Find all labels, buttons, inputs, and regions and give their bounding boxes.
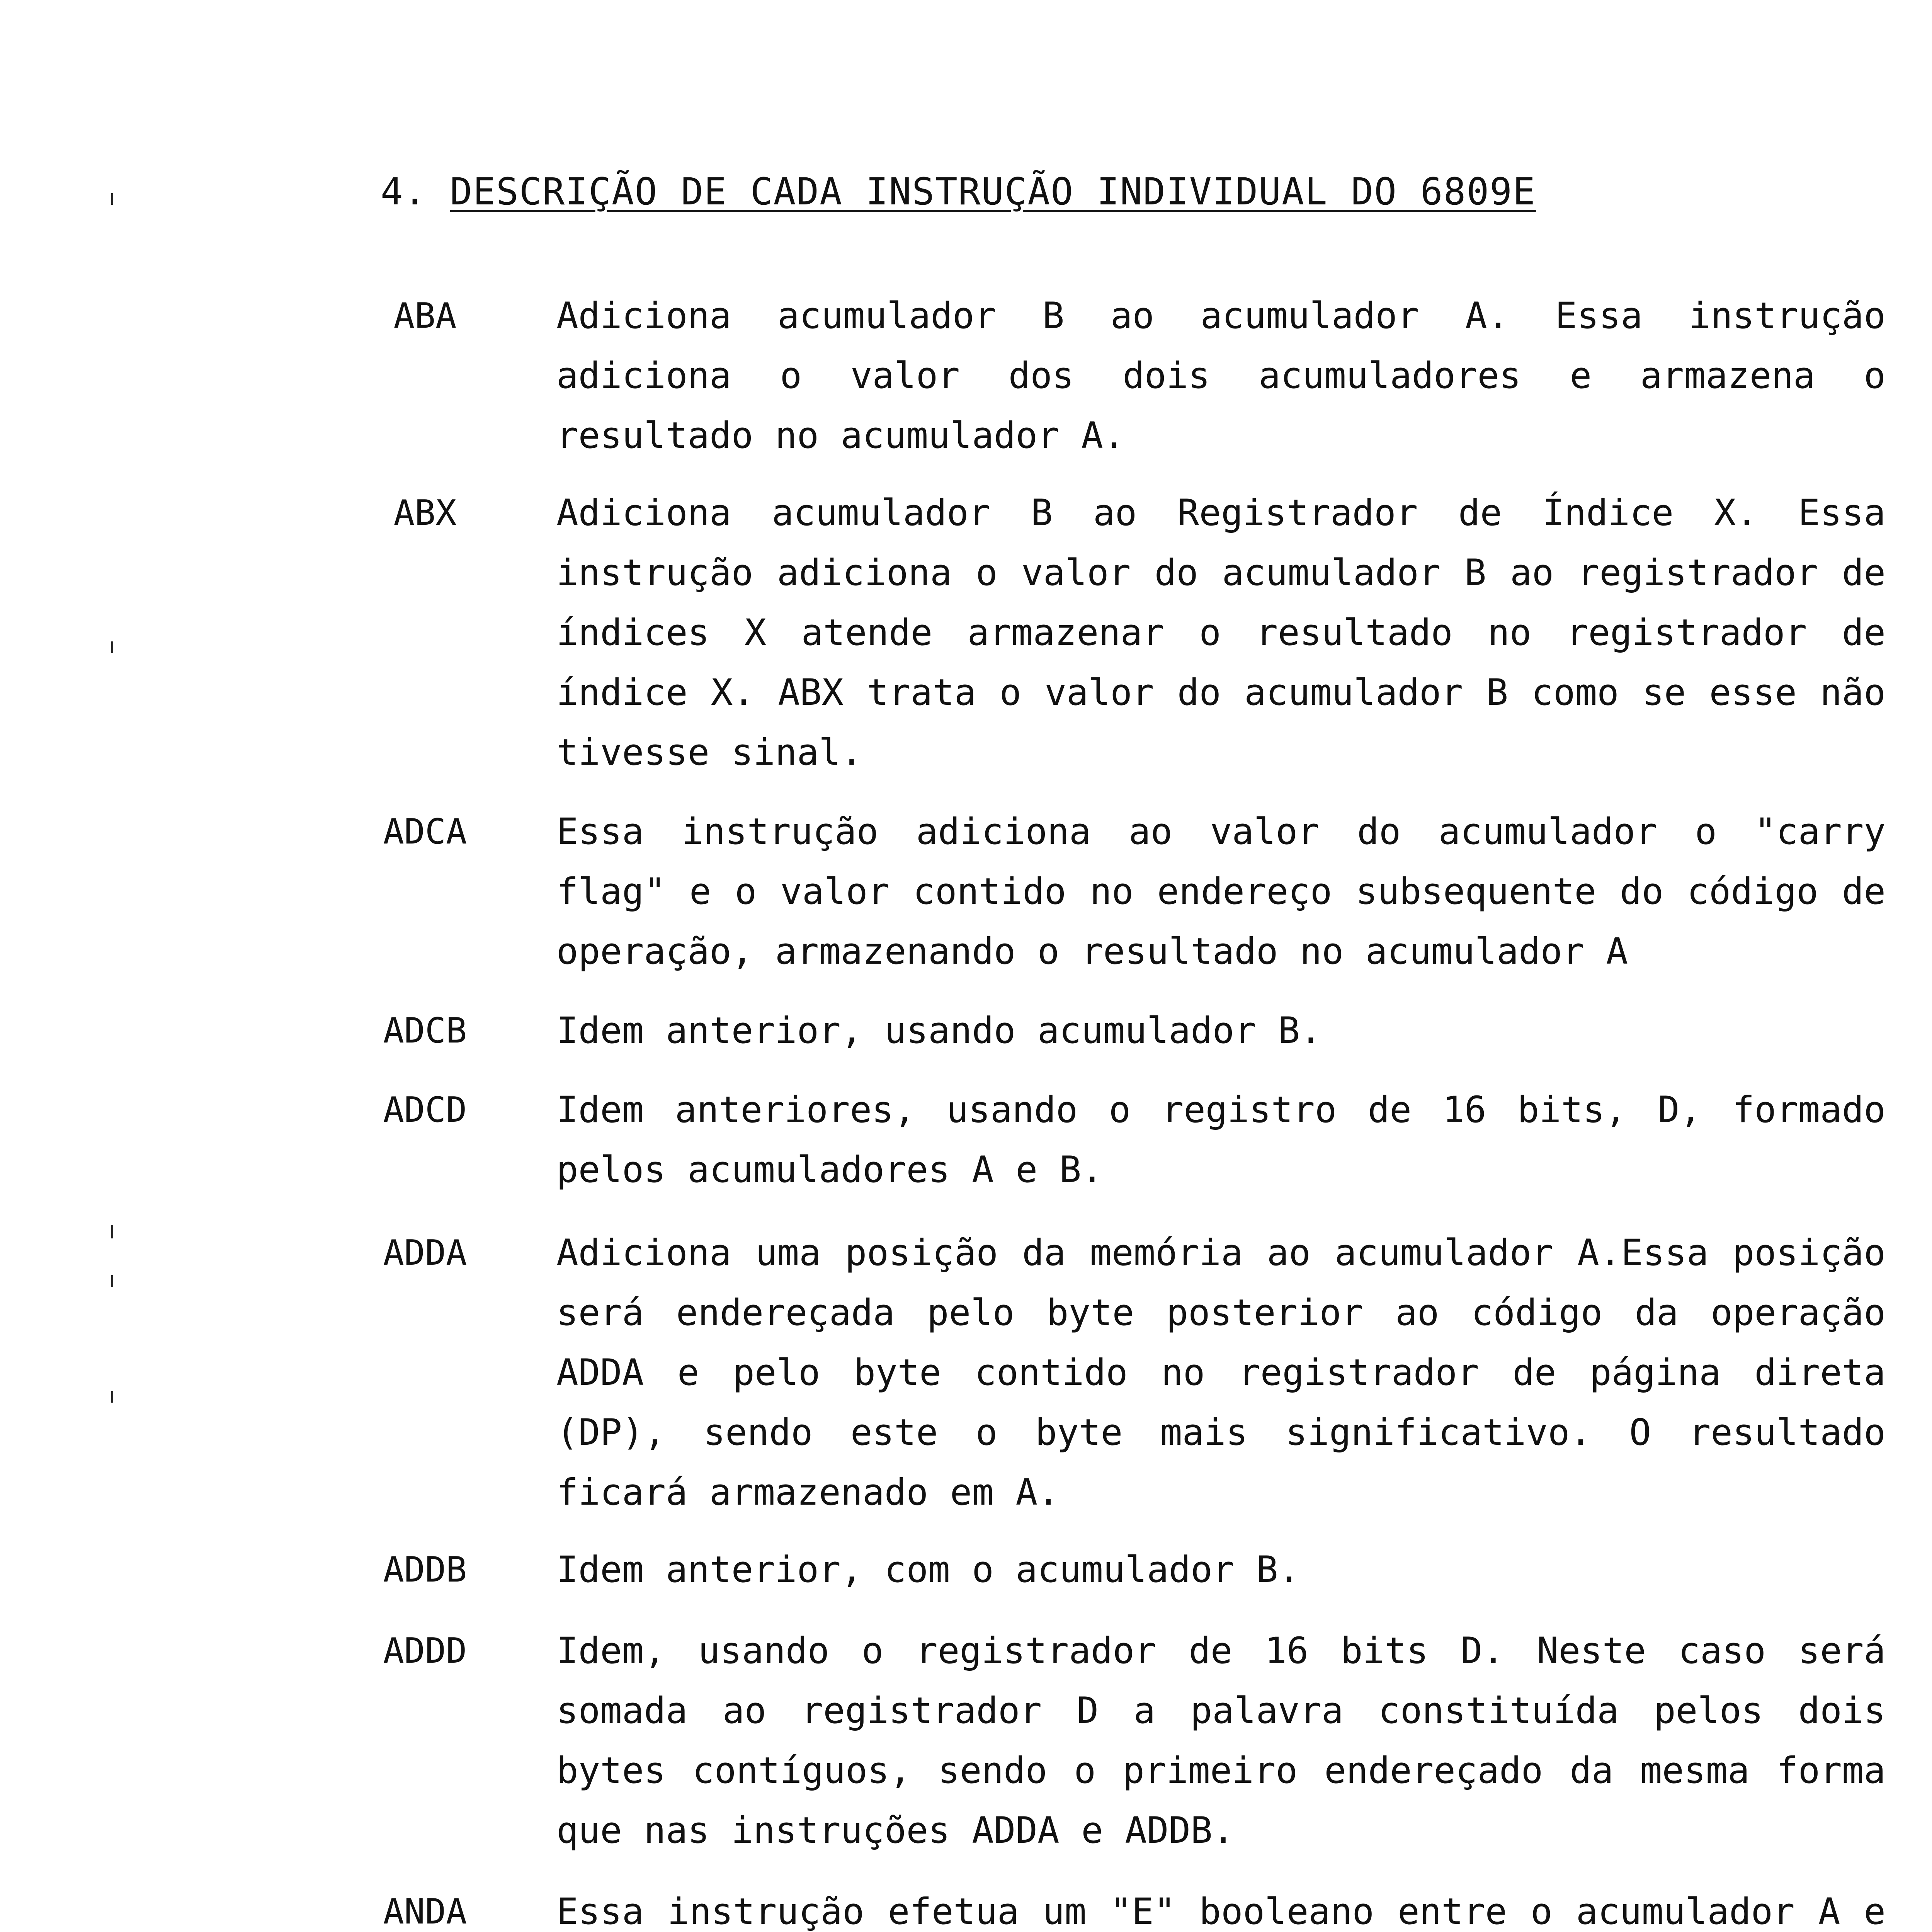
mnemonic: ADDA bbox=[383, 1233, 467, 1273]
instruction-description: Idem anterior, com o acumulador B. bbox=[556, 1549, 1300, 1591]
section-title: DESCRIÇÃO DE CADA INSTRUÇÃO INDIVIDUAL DO 6809E bbox=[450, 170, 1536, 213]
instruction-description: Idem anteriores, usando o registro de 16 bits, D, formado pelos acumuladores A e B. bbox=[556, 1089, 1886, 1191]
mnemonic: ABX bbox=[393, 493, 457, 533]
mnemonic: ADCA bbox=[383, 811, 467, 852]
instruction-description: Adiciona acumulador B ao Registrador de Índice X. Essa instrução adiciona o valor do acumulador B ao registrador de índices X atende armazenar o resultado no registrador de índice X. ABX trata o valor do acumulador B como se esse não tivesse sinal. bbox=[556, 492, 1886, 774]
section-heading bbox=[381, 170, 1536, 213]
instruction-description: Essa instrução efetua um "E" booleano entre o acumulador A e bbox=[556, 1891, 1886, 1932]
mnemonic: ADCB bbox=[383, 1010, 467, 1051]
left-margin-punch-marks bbox=[104, 0, 120, 1932]
section-number: 4. bbox=[381, 170, 427, 213]
mnemonic: ABA bbox=[393, 296, 457, 336]
instruction-description: Idem anterior, usando acumulador B. bbox=[556, 1010, 1322, 1052]
mnemonic: ADCD bbox=[383, 1090, 467, 1130]
instruction-description: Essa instrução adiciona ao valor do acumulador o "carry flag" e o valor contido no endereço subsequente do código de operação, armazenando o resultado no acumulador A bbox=[556, 811, 1886, 973]
mnemonic: ADDD bbox=[383, 1631, 467, 1671]
mnemonic: ANDA bbox=[383, 1891, 467, 1932]
instruction-description: Adiciona acumulador B ao acumulador A. Essa instrução adiciona o valor dos dois acumuladores e armazena o resultado no acumulador A. bbox=[556, 295, 1886, 457]
instruction-description: Adiciona uma posição da memória ao acumulador A.Essa posição será endereçada pelo byte posterior ao código da operação ADDA e pelo byte contido no registrador de página direta (DP), sendo este o byte mais significativo. O resultado ficará armazenado em A. bbox=[556, 1232, 1886, 1514]
mnemonic: ADDB bbox=[383, 1549, 467, 1590]
instruction-description: Idem, usando o registrador de 16 bits D. Neste caso será somada ao registrador D a palavra constituída pelos dois bytes contíguos, sendo o primeiro endereçado da mesma forma que nas instruções ADDA e ADDB. bbox=[556, 1630, 1886, 1852]
